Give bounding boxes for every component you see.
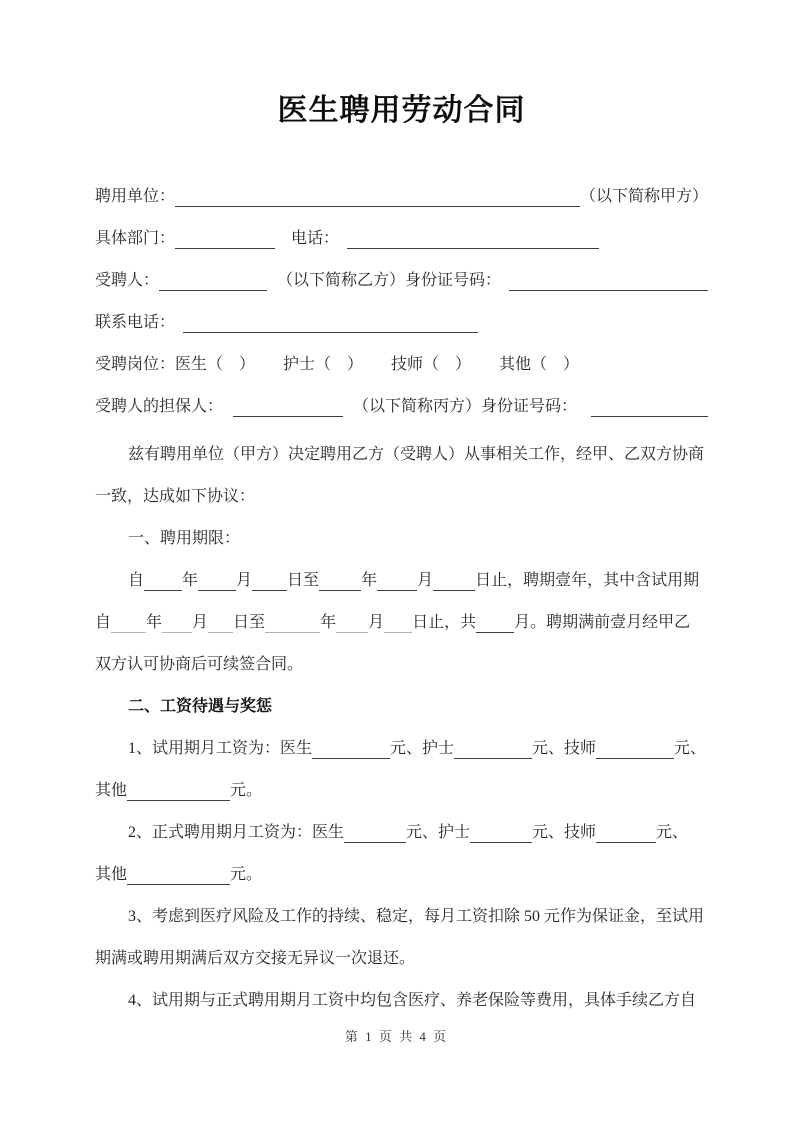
term2-text: 日止，共 <box>412 614 477 631</box>
term1-text: 日止，聘期壹年，其中含试用期 <box>475 572 700 589</box>
trial-doctor-salary-blank <box>312 753 390 759</box>
term2-text: 月。聘期满前壹月经甲乙 <box>514 614 691 631</box>
employer-label: 聘用单位： <box>95 188 176 205</box>
employee-id-blank-field <box>509 285 708 291</box>
intro-text-2: 一致，达成如下协议： <box>95 488 256 505</box>
term1-day2-blank <box>433 585 475 591</box>
deposit-clause-line-2 <box>95 932 708 974</box>
term2-text: 月 <box>192 614 209 631</box>
section1-heading-line <box>95 512 708 554</box>
term3-text: 双方认可协商后可续签合同。 <box>95 656 304 673</box>
page-title: 医生聘用劳动合同 <box>277 94 526 127</box>
term2-text: 日至 <box>233 614 266 631</box>
formal-nurse-salary-blank <box>470 837 532 843</box>
department-line <box>95 212 708 254</box>
deposit-clause-line-1 <box>95 890 708 932</box>
formal-salary-text: 元、技师 <box>532 824 597 841</box>
term2-day-blank <box>208 627 233 633</box>
section2-heading: 二、工资待遇与奖惩 <box>128 698 273 715</box>
term1-text: 月 <box>236 572 253 589</box>
trial-nurse-salary-blank <box>454 753 532 759</box>
term2-month-blank <box>162 627 192 633</box>
term1-year-blank <box>144 585 182 591</box>
trial-salary-text: 其他 <box>95 782 128 799</box>
formal-salary-text: 元、护士 <box>406 824 471 841</box>
employer-line <box>95 170 708 212</box>
formal-salary-text: 2、正式聘用期月工资为：医生 <box>128 824 345 841</box>
insurance-clause-text: 4、试用期与正式聘用期月工资中均包含医疗、养老保险等费用，具体手续乙方自 <box>128 992 697 1009</box>
contact-label: 联系电话： <box>95 314 176 331</box>
term2-month2-blank <box>336 627 368 633</box>
guarantor-blank-field <box>233 411 343 417</box>
formal-salary-text: 元。 <box>230 866 263 883</box>
term1-year2-blank <box>319 585 361 591</box>
employee-blank-field <box>159 285 267 291</box>
term2-day2-blank <box>384 627 412 633</box>
section2-heading-line <box>95 680 708 722</box>
formal-salary-text: 元、 <box>656 824 689 841</box>
term-line-2 <box>95 596 708 638</box>
term2-year2-blank <box>265 627 320 633</box>
formal-doctor-salary-blank <box>344 837 406 843</box>
department-blank-field <box>175 243 275 249</box>
employee-line <box>95 254 708 296</box>
deposit-clause-text: 期满或聘用期满后双方交接无异议一次退还。 <box>95 950 416 967</box>
trial-salary-text: 1、试用期月工资为：医生 <box>128 740 313 757</box>
guarantor-line <box>95 380 708 422</box>
section1-heading: 一、聘用期限： <box>128 530 241 547</box>
contact-line <box>95 296 708 338</box>
formal-salary-text: 其他 <box>95 866 128 883</box>
trial-technician-salary-blank <box>596 753 674 759</box>
term1-day-blank <box>252 585 287 591</box>
term1-text: 年 <box>361 572 378 589</box>
department-label: 具体部门： <box>95 230 176 247</box>
guarantor-suffix: （以下简称丙方）身份证号码： <box>353 398 578 415</box>
trial-salary-text: 元、护士 <box>390 740 455 757</box>
contact-blank-field <box>183 327 478 333</box>
term-line-3 <box>95 638 708 680</box>
term1-month2-blank <box>377 585 417 591</box>
employee-label: 受聘人： <box>95 272 160 289</box>
trial-salary-line-2 <box>95 764 708 806</box>
term2-total-months-blank <box>476 627 514 633</box>
term-line-1 <box>95 554 708 596</box>
phone-label: 电话： <box>291 230 340 247</box>
trial-other-salary-blank <box>127 795 230 801</box>
term1-text: 日至 <box>287 572 320 589</box>
trial-salary-text: 元、 <box>674 740 707 757</box>
intro-text-1: 兹有聘用单位（甲方）决定聘用乙方（受聘人）从事相关工作，经甲、乙双方协商 <box>128 446 705 463</box>
term2-year-blank <box>111 627 146 633</box>
deposit-clause-text: 3、考虑到医疗风险及工作的持续、稳定，每月工资扣除 50 元作为保证金，至试用 <box>128 908 705 925</box>
term1-month-blank <box>198 585 236 591</box>
position-line <box>95 338 708 380</box>
intro-paragraph-line-1 <box>95 428 708 470</box>
term1-text: 月 <box>417 572 434 589</box>
employer-suffix: （以下简称甲方） <box>579 188 708 205</box>
formal-other-salary-blank <box>127 879 230 885</box>
phone-blank-field <box>347 243 599 249</box>
term1-text: 年 <box>182 572 199 589</box>
formal-technician-salary-blank <box>596 837 656 843</box>
trial-salary-text: 元。 <box>230 782 263 799</box>
employer-blank-field <box>175 201 580 207</box>
trial-salary-text: 元、技师 <box>532 740 597 757</box>
position-text: 受聘岗位：医生（ ） 护士（ ） 技师（ ） 其他（ ） <box>95 356 580 373</box>
term2-text: 自 <box>95 614 112 631</box>
term2-text: 年 <box>320 614 337 631</box>
term1-text: 自 <box>128 572 145 589</box>
formal-salary-line-1 <box>95 806 708 848</box>
formal-salary-line-2 <box>95 848 708 890</box>
term2-text: 月 <box>368 614 385 631</box>
page-number-footer: 第 1 页 共 4 页 <box>344 1029 449 1044</box>
guarantor-id-blank-field <box>591 411 708 417</box>
term2-text: 年 <box>146 614 163 631</box>
insurance-clause-line-1 <box>95 974 708 1016</box>
intro-paragraph-line-2 <box>95 470 708 512</box>
guarantor-label: 受聘人的担保人： <box>95 398 224 415</box>
trial-salary-line-1 <box>95 722 708 764</box>
employee-suffix: （以下简称乙方）身份证号码： <box>277 272 502 289</box>
